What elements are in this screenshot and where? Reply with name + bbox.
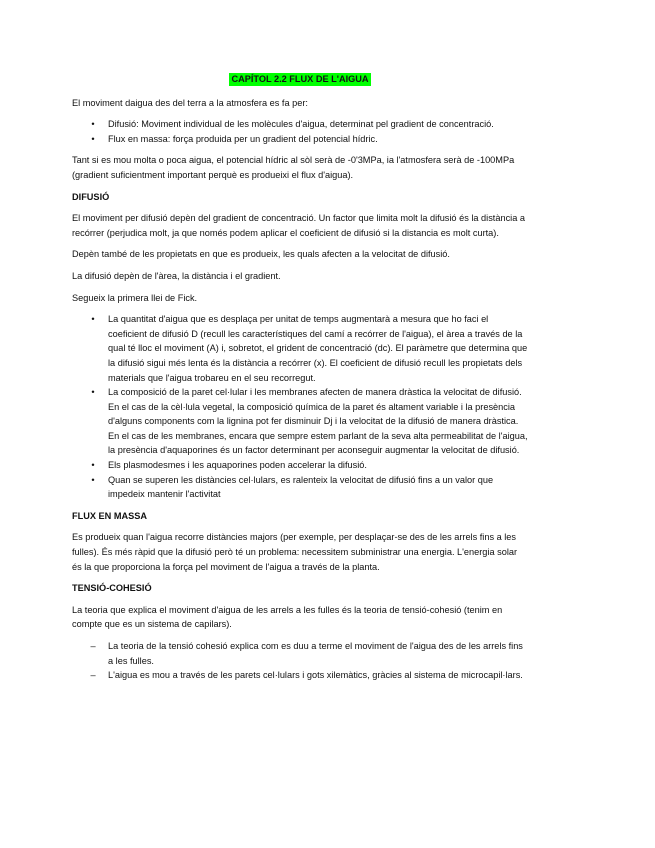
intro-note-paragraph: Tant si es mou molta o poca aigua, el potencial hídric al sòl serà de -0'3MPa, ia l'atmosfera serà de -100MPa (gradient suficientment important perquè es produeixi el flux d'aigua).	[72, 155, 515, 180]
list-item	[72, 117, 528, 132]
dash-icon: –	[90, 641, 96, 651]
bullet-icon: •	[91, 314, 95, 325]
section-heading-flux: FLUX EN MASSA	[72, 510, 148, 521]
bullet-icon: •	[91, 474, 95, 485]
list-item	[72, 385, 528, 458]
tensio-paragraph: La teoria que explica el moviment d'aigua de les arrels a les fulles és la teoria de tensió-cohesió (tenim en compte que es un sistema de capilars).	[72, 604, 503, 630]
list-item	[72, 473, 528, 502]
list-item-text: Difusió: Moviment individual de les molècules d'aigua, determinat pel gradient de concentració.	[108, 119, 494, 130]
difusio-paragraph-3: La difusió depèn de l'àrea, la distància i el gradient.	[72, 270, 281, 281]
list-item-text: Flux en massa: força produida per un gradient del potencial hídric.	[108, 133, 378, 144]
bullet-icon: •	[91, 387, 95, 398]
list-item-text: La teoria de la tensió cohesió explica com es duu a terme el moviment de l'aigua des de les arrels fins a les fulles.	[108, 641, 523, 666]
dash-icon: –	[90, 670, 96, 681]
list-item-text: Quan se superen les distàncies cel·lulars, es ralenteix la velocitat de difusió fins a un valor que impedeix mantenir l'activitat	[108, 474, 494, 500]
list-item	[72, 458, 528, 473]
flux-paragraph: Es produeix quan l'aigua recorre distàncies majors (per exemple, per desplaçar-se des de les arrels fins a les fulles). És més ràpid que la difusió però té un problema: necessitem subministrar una energia. L'energia solar és la que proporciona la força pel moviment de l'aigua a través de la planta.	[72, 532, 518, 572]
section-heading-tensio: TENSIÓ-COHESIÓ	[72, 583, 152, 594]
list-item-text: L'aigua es mou a través de les parets cel·lulars i gots xilemàtics, gràcies al sistema de microcapil·lars.	[108, 670, 523, 681]
chapter-title: CAPÍTOL 2.2 FLUX DE L'AIGUA	[231, 74, 369, 84]
bullet-icon: •	[91, 133, 95, 144]
intro-list	[72, 117, 528, 146]
list-item	[72, 668, 528, 683]
list-item-text: Els plasmodesmes i les aquaporines poden accelerar la difusió.	[108, 460, 367, 471]
bullet-icon: •	[91, 119, 95, 130]
list-item	[72, 132, 528, 147]
difusio-list	[72, 312, 528, 502]
list-item-text: La quantitat d'aigua que es desplaça per unitat de temps augmentarà a mesura que ho faci el coeficient de difusió D (recull les característiques del camí a recórrer de l'aigua), el àrea a través de la qual té lloc el moviment (A) i, sobretot, el grident de concentració (dc). El paràmetre que determina que la difusió sigui més lenta és la distància a recórrer (x). El coeficient de difusió recull les propietats dels materials que l'aigua trobareu en el seu recorregut.	[108, 314, 528, 383]
bullet-icon: •	[91, 460, 95, 471]
section-heading-difusio: DIFUSIÓ	[72, 191, 110, 202]
list-item	[72, 312, 528, 385]
title-block	[72, 72, 528, 87]
list-item-text: La composició de la paret cel·lular i les membranes afecten de manera dràstica la velocitat de difusió. En el cas de la cèl·lula vegetal, la composició química de la paret és altament variable i la presència d'alguns components com la lignina pot fer disminuir Dj i la velocitat de la difusió de manera dràstica. En el cas de les membranes, encara que sempre estem parlant de la seva alta permeabilitat de l'aigua, la presència d'aquaporines és un factor determinant per aconseguir augmentar la velocitat de difusió.	[108, 387, 528, 456]
difusio-paragraph-2: Depèn també de les propietats en que es produeix, les quals afecten a la velocitat de difusió.	[72, 249, 450, 260]
list-item	[72, 639, 528, 668]
difusio-paragraph-1: El moviment per difusió depèn del gradient de concentració. Un factor que limita molt la difusió és la distància a recórrer (perjudica molt, ja que només podem aplicar el coeficient de difusió si la distancia es molt curta).	[72, 213, 525, 238]
intro-paragraph: El moviment daigua des del terra a la atmosfera es fa per:	[72, 97, 308, 108]
tensio-list	[72, 639, 528, 683]
document-content	[72, 72, 528, 690]
difusio-paragraph-4: Segueix la primera llei de Fick.	[72, 292, 198, 303]
